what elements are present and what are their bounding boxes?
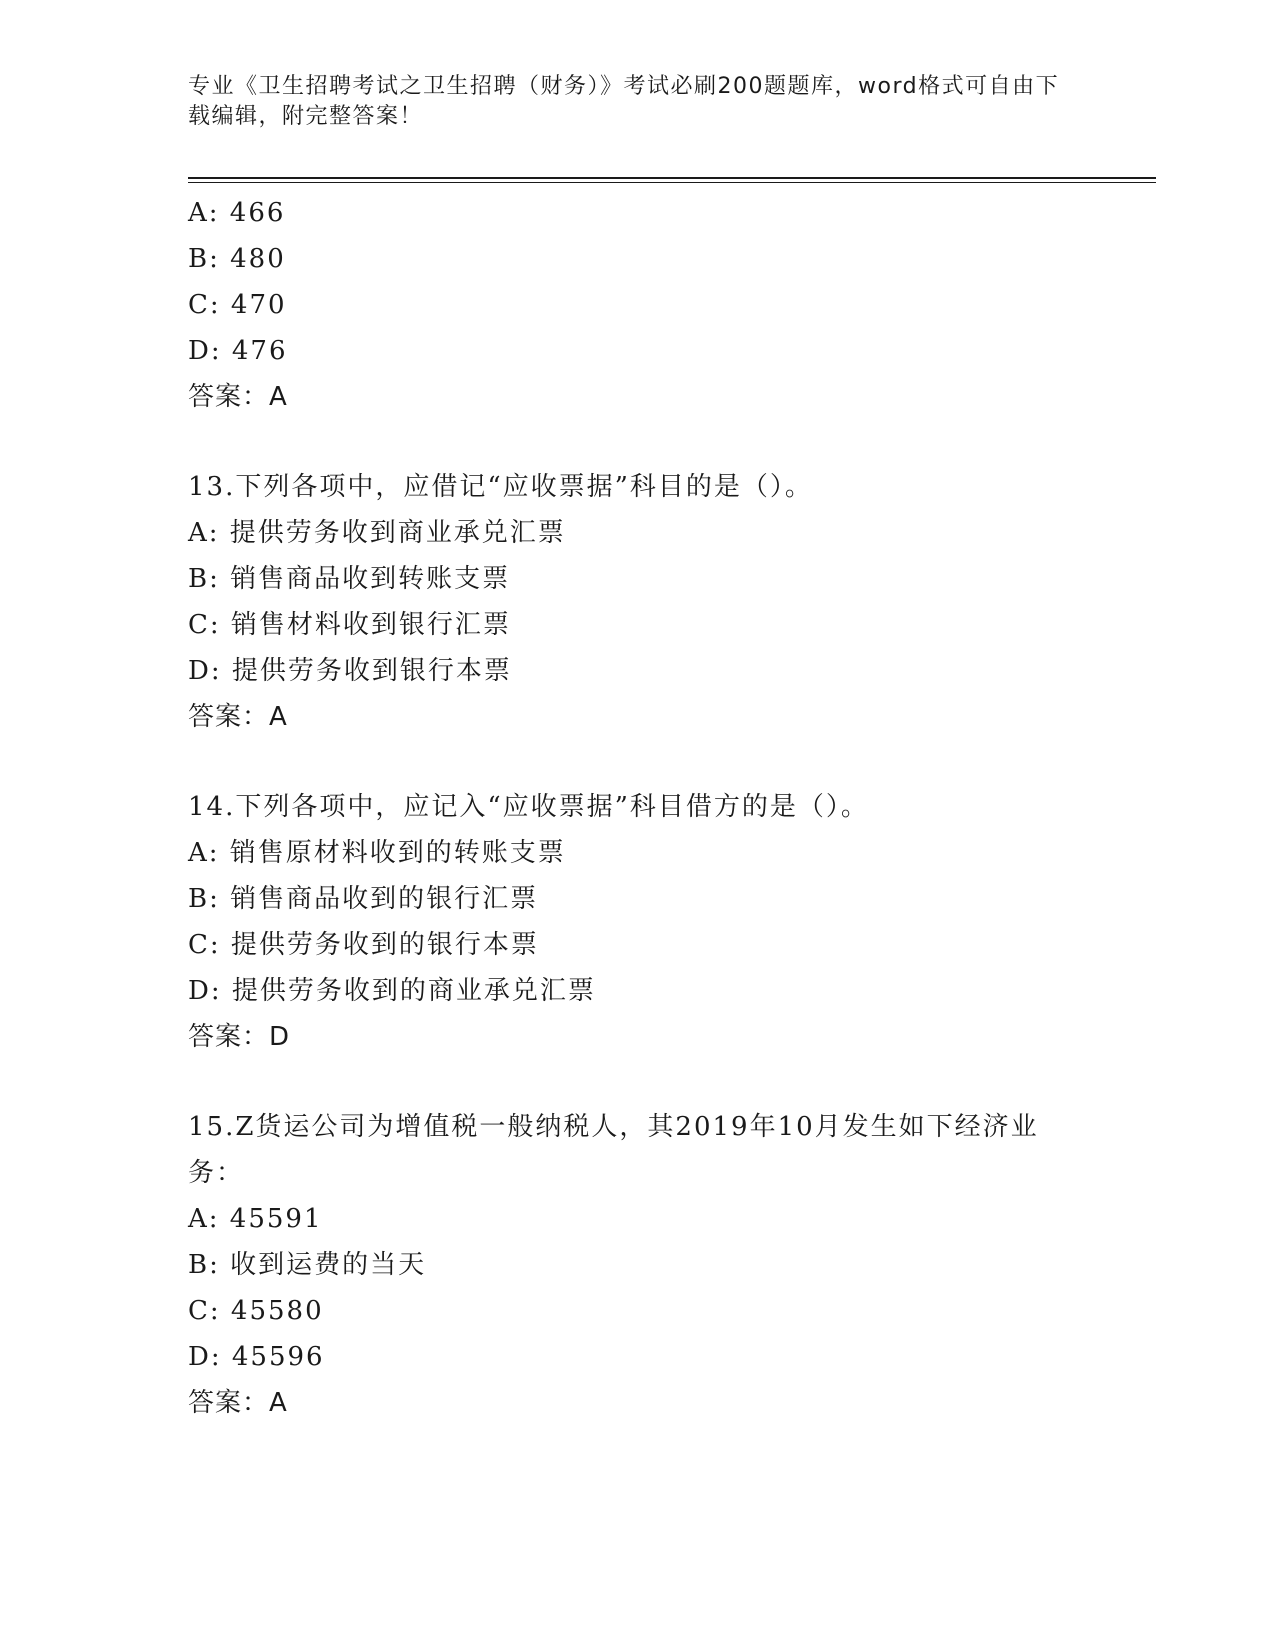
option-b: B: 销售商品收到转账支票	[188, 564, 511, 594]
question-block	[188, 1104, 1088, 1426]
option-c: C: 提供劳务收到的银行本票	[188, 930, 539, 960]
question-text: 14.下列各项中，应记入“应收票据”科目借方的是（）。	[188, 792, 869, 822]
header-divider-thin	[188, 182, 1156, 183]
option-d: D: 45596	[188, 1342, 325, 1372]
answer-line: 答案：A	[188, 1388, 288, 1418]
header-divider-thick	[188, 177, 1156, 179]
option-b: B: 480	[188, 244, 286, 274]
answer-line: 答案：A	[188, 382, 288, 412]
question-text: 13.下列各项中，应借记“应收票据”科目的是（）。	[188, 472, 813, 502]
option-c: C: 470	[188, 290, 287, 320]
answer-line: 答案：D	[188, 1022, 291, 1052]
option-b: B: 收到运费的当天	[188, 1250, 427, 1280]
question-block	[188, 784, 1088, 1060]
document-header: 专业《卫生招聘考试之卫生招聘（财务）》考试必刷200题题库，word格式可自由下载编辑，附完整答案！	[188, 74, 1060, 129]
option-a: A: 466	[188, 198, 286, 228]
question-block	[188, 190, 1088, 420]
option-a: A: 45591	[188, 1204, 323, 1234]
question-block	[188, 464, 1088, 740]
option-d: D: 提供劳务收到银行本票	[188, 656, 512, 686]
option-c: C: 45580	[188, 1296, 324, 1326]
answer-line: 答案：A	[188, 702, 288, 732]
option-d: D: 提供劳务收到的商业承兑汇票	[188, 976, 596, 1006]
option-d: D: 476	[188, 336, 288, 366]
option-a: A: 提供劳务收到商业承兑汇票	[188, 518, 566, 548]
question-list	[188, 190, 1088, 1426]
option-a: A: 销售原材料收到的转账支票	[188, 838, 566, 868]
option-b: B: 销售商品收到的银行汇票	[188, 884, 539, 914]
option-c: C: 销售材料收到银行汇票	[188, 610, 511, 640]
question-text: 15.Z货运公司为增值税一般纳税人，其2019年10月发生如下经济业务：	[188, 1112, 1039, 1188]
